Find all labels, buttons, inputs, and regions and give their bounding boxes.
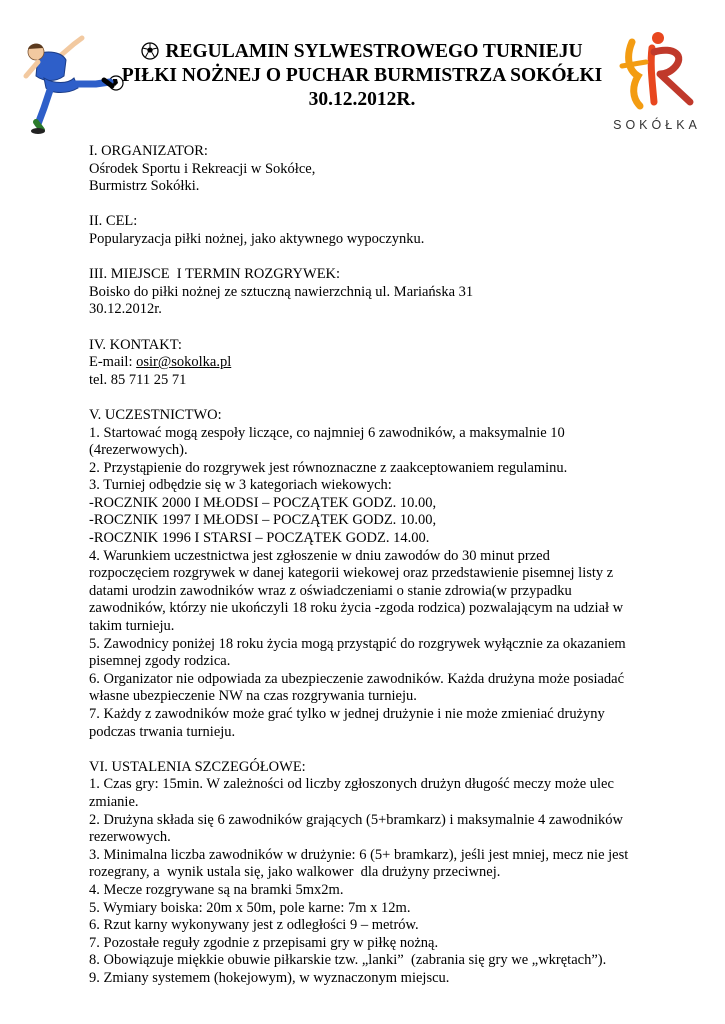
section-heading: VI. USTALENIA SZCZEGÓŁOWE: <box>89 758 306 775</box>
text-line: Burmistrz Sokółki. <box>89 178 200 195</box>
text-line: Popularyzacja piłki nożnej, jako aktywnego wypoczynku. <box>89 230 425 247</box>
text-line: 1. Czas gry: 15min. W zależności od liczby zgłoszonych drużyn długość meczy może ulec <box>89 776 614 793</box>
section-goal <box>89 213 649 248</box>
section-organizer <box>89 143 649 196</box>
sokolka-logo-mark <box>602 22 712 114</box>
logo-wordmark: SOKÓŁKA <box>613 118 701 132</box>
email-line <box>89 354 649 372</box>
text-line: 7. Pozostałe reguły zgodnie z przepisami gry w piłkę nożną. <box>89 934 439 951</box>
text-line: 8. Obowiązuje miękkie obuwie piłkarskie tzw. „lanki” (zabrania się gry we „wkrętach”). <box>89 952 607 969</box>
section-heading: I. ORGANIZATOR: <box>89 143 208 159</box>
section-heading: III. MIEJSCE I TERMIN ROZGRYWEK: <box>89 266 341 283</box>
text-line: (4rezerwowych). <box>89 442 188 459</box>
soccer-ball-icon <box>141 42 159 60</box>
text-line: -ROCZNIK 1997 I MŁODSI – POCZĄTEK GODZ. 10.00, <box>89 512 437 529</box>
email-label: E-mail: <box>89 354 137 371</box>
text-line: 1. Startować mogą zespoły liczące, co najmniej 6 zawodników, a maksymalnie 10 <box>89 424 565 441</box>
text-line: 3. Minimalna liczba zawodników w drużynie: 6 (5+ bramkarz), jeśli jest mniej, mecz nie jest <box>89 846 629 863</box>
text-line: takim turnieju. <box>89 618 175 635</box>
section-place <box>89 266 649 319</box>
text-line: rozegrany, a wynik ustala się, jako walkower dla drużyny przeciwnej. <box>89 864 501 881</box>
text-line: 4. Warunkiem uczestnictwa jest zgłoszenie w dniu zawodów do 30 minut przed <box>89 547 550 564</box>
text-line: 9. Zmiany systemem (hokejowym), w wyznaczonym miejscu. <box>89 969 450 986</box>
football-player-clipart <box>8 32 126 136</box>
text-line: 2. Przystąpienie do rozgrywek jest równoznaczne z zaakceptowaniem regulaminu. <box>89 459 568 476</box>
text-line: 6. Organizator nie odpowiada za ubezpieczenie zawodników. Każda drużyna może posiadać <box>89 670 625 687</box>
text-line: 3. Turniej odbędzie się w 3 kategoriach wiekowych: <box>89 477 392 494</box>
text-line: zmianie. <box>89 793 139 810</box>
text-line: Ośrodek Sportu i Rekreacji w Sokółce, <box>89 160 316 177</box>
text-line: -ROCZNIK 2000 I MŁODSI – POCZĄTEK GODZ. 10.00, <box>89 494 437 511</box>
text-line: pisemnej zgody rodzica. <box>89 653 231 670</box>
text-line: zawodników, którzy nie ukończyli 18 roku życia -zgoda rodzica) pozwalającym na udział w <box>89 600 624 617</box>
text-line: rozpoczęciem rozgrywek w danej kategorii wiekowej oraz przedstawienie pisemnej listy z <box>89 565 614 582</box>
details-lines <box>89 776 649 987</box>
section-participants <box>89 407 649 741</box>
text-line: własne ubezpieczenie NW na czas rozgrywania turnieju. <box>89 688 417 705</box>
text-line: podczas trwania turnieju. <box>89 723 236 740</box>
sokolka-logo <box>602 22 712 138</box>
phone-line: tel. 85 711 25 71 <box>89 371 187 388</box>
section-heading: V. UCZESTNICTWO: <box>89 406 222 423</box>
section-contact <box>89 337 649 390</box>
participants-lines <box>89 425 649 742</box>
document-body <box>89 143 649 1005</box>
text-line: 5. Wymiary boiska: 20m x 50m, pole karne: 7m x 12m. <box>89 899 411 916</box>
title-line-3: 30.12.2012R. <box>308 89 416 110</box>
title-line-2: PIŁKI NOŻNEJ O PUCHAR BURMISTRZA SOKÓŁKI <box>121 65 603 86</box>
section-details <box>89 759 649 988</box>
text-line: 7. Każdy z zawodników może grać tylko w jednej drużynie i nie może zmieniać drużyny <box>89 706 605 722</box>
email-link[interactable]: osir@sokolka.pl <box>136 354 232 371</box>
text-line: 6. Rzut karny wykonywany jest z odległości 9 – metrów. <box>89 917 419 934</box>
text-line: -ROCZNIK 1996 I STARSI – POCZĄTEK GODZ. 14.00. <box>89 530 430 547</box>
text-line: 4. Mecze rozgrywane są na bramki 5mx2m. <box>89 881 344 898</box>
text-line: 5. Zawodnicy poniżej 18 roku życia mogą przystąpić do rozgrywek wyłącznie za okazaniem <box>89 635 626 652</box>
text-line: Boisko do piłki nożnej ze sztuczną nawierzchnią ul. Mariańska 31 <box>89 283 474 300</box>
text-line: 30.12.2012r. <box>89 301 162 318</box>
section-heading: IV. KONTAKT: <box>89 336 182 353</box>
text-line: 2. Drużyna składa się 6 zawodników grających (5+bramkarz) i maksymalnie 4 zawodników <box>89 811 624 828</box>
text-line: rezerwowych. <box>89 829 171 846</box>
text-line: datami urodzin zawodników wraz z oświadczeniami o stanie zdrowia(w przypadku <box>89 582 572 599</box>
document-header <box>0 0 725 140</box>
page-title <box>112 40 612 112</box>
title-line-1: REGULAMIN SYLWESTROWEGO TURNIEJU <box>165 41 583 62</box>
section-heading: II. CEL: <box>89 213 138 230</box>
